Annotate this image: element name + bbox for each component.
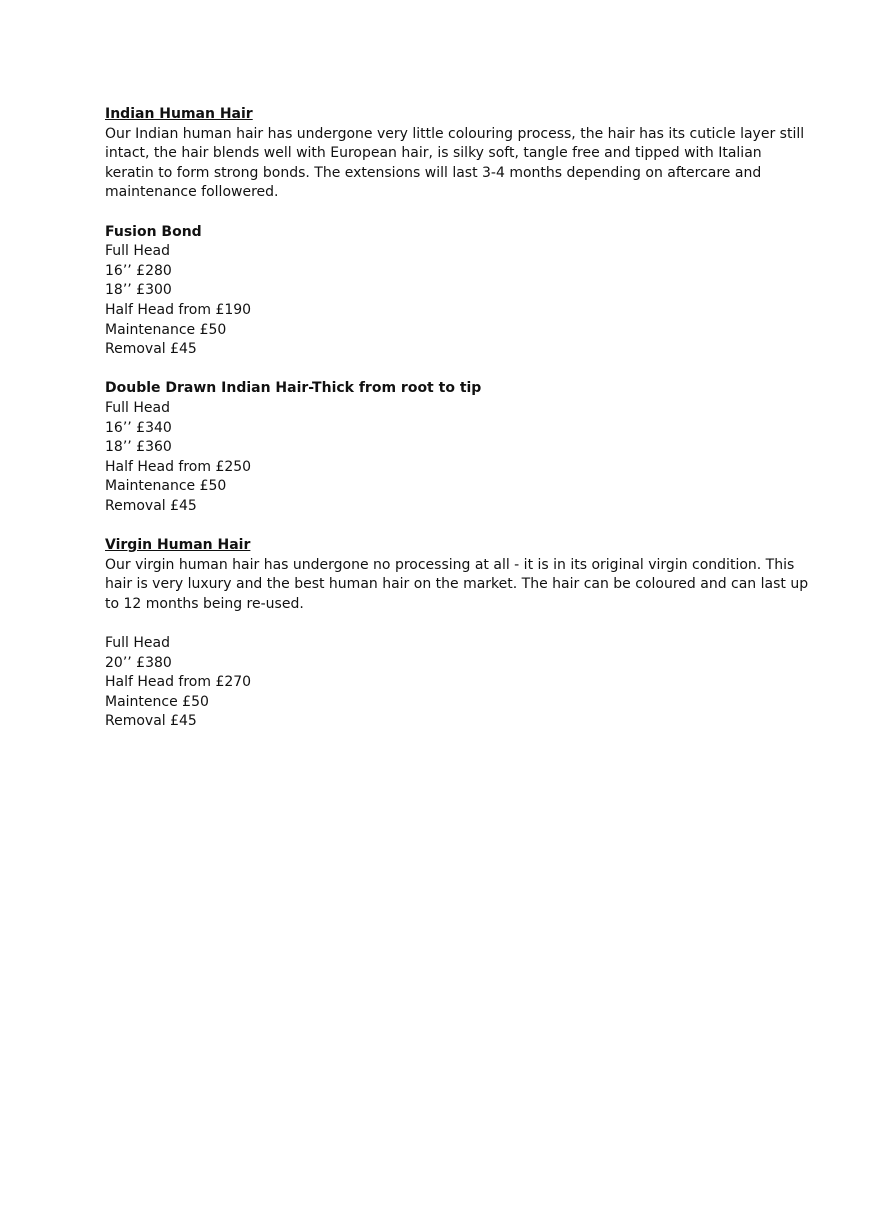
price-line: 20’’ £380 [105, 654, 172, 671]
price-line: 16’’ £280 [105, 262, 172, 279]
price-line: Half Head from £270 [105, 674, 252, 691]
price-line: Removal £45 [105, 497, 197, 514]
price-line: 18’’ £300 [105, 282, 172, 299]
description-line: intact, the hair blends well with European hair, is silky soft, tangle free and tipped with Italian [105, 145, 762, 162]
description-line: maintenance followered. [105, 184, 279, 201]
section-title: Indian Human Hair [105, 106, 253, 122]
section-fusion-bond [105, 223, 795, 360]
price-line: Maintenance £50 [105, 478, 227, 495]
price-line: Full Head [105, 243, 170, 260]
price-line: Removal £45 [105, 713, 197, 730]
description-line: keratin to form strong bonds. The extensions will last 3-4 months depending on aftercare and [105, 164, 762, 181]
section-indian-human-hair [105, 105, 805, 203]
description-line: hair is very luxury and the best human hair on the market. The hair can be coloured and can last up [105, 576, 809, 593]
price-line: 16’’ £340 [105, 419, 172, 436]
price-line: Removal £45 [105, 341, 197, 358]
price-list-document [105, 105, 809, 732]
spacer [105, 516, 795, 536]
spacer [105, 360, 795, 380]
section-title: Fusion Bond [105, 223, 202, 240]
section-virgin-human-hair [105, 536, 809, 732]
spacer [105, 614, 795, 634]
section-double-drawn [105, 379, 795, 516]
description-line: Our virgin human hair has undergone no processing at all - it is in its original virgin condition. This [105, 556, 795, 573]
section-title: Virgin Human Hair [105, 537, 251, 554]
section-title: Double Drawn Indian Hair-Thick from root to tip [105, 380, 482, 397]
spacer [105, 203, 795, 223]
price-line: Full Head [105, 399, 170, 416]
description-line: Our Indian human hair has undergone very little colouring process, the hair has its cuticle layer still [105, 125, 805, 142]
price-line: Half Head from £190 [105, 301, 252, 318]
description-line: to 12 months being re-used. [105, 595, 304, 612]
price-line: Full Head [105, 635, 170, 652]
price-line: Maintenance £50 [105, 321, 227, 338]
price-line: 18’’ £360 [105, 439, 172, 456]
price-line: Maintence £50 [105, 693, 209, 710]
price-line: Half Head from £250 [105, 458, 252, 475]
